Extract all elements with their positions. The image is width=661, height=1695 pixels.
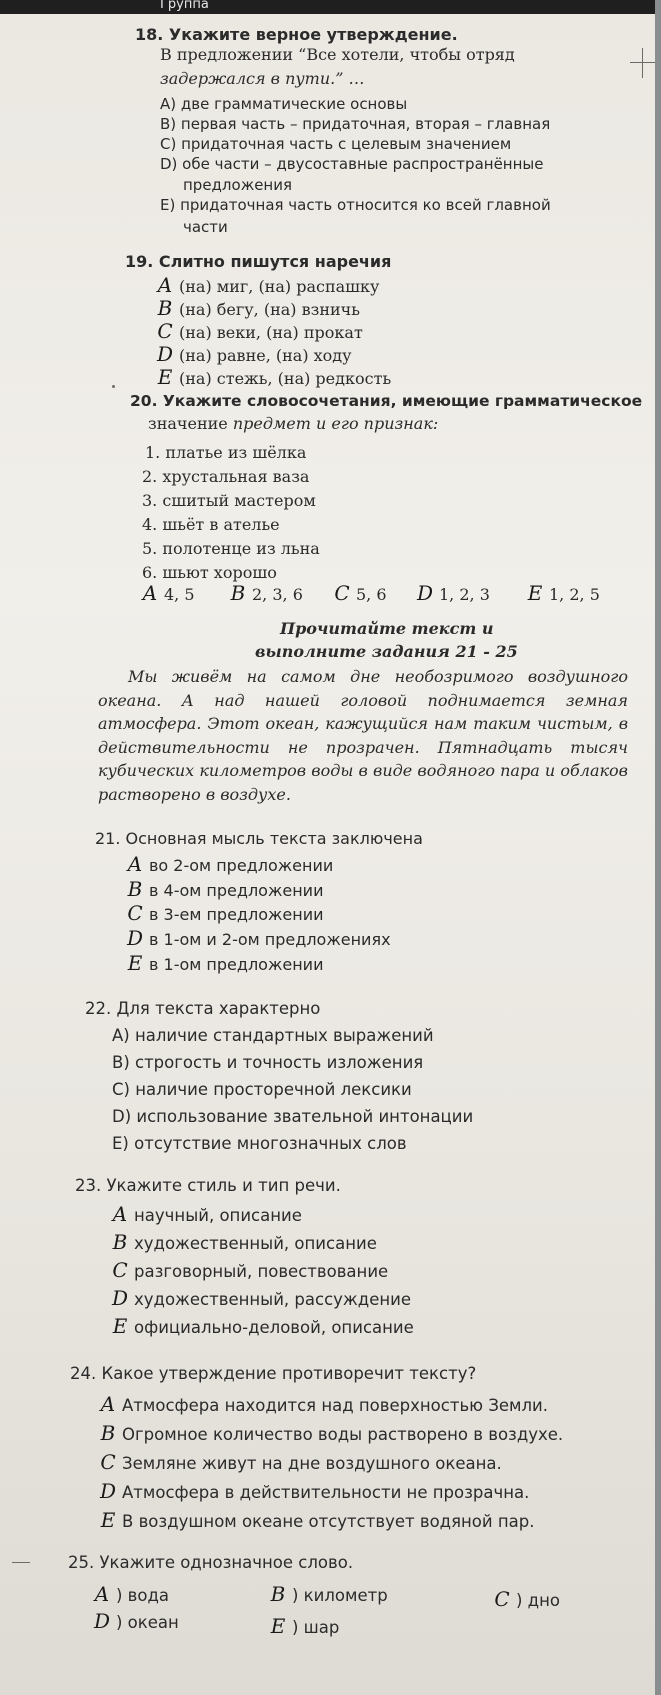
handwritten-mark-c: С [112,1258,128,1282]
q19-option-c [155,319,363,343]
q21-option-c-text: в 3-ем предложении [149,905,324,924]
q21-option-e-text: в 1-ом предложении [149,955,324,974]
handwritten-mark-b: В [100,1421,116,1445]
q21-option-b-text: в 4-ом предложении [149,881,324,900]
q25-answer-e-text: ) шар [292,1618,340,1637]
q21-option-d-text: в 1-ом и 2-ом предложениях [149,930,391,949]
q23-option-e [110,1314,414,1338]
q20-answer-a [140,581,195,605]
q18-option-b: B) первая часть – придаточная, вторая – главная [160,115,551,133]
handwritten-mark-d: D [416,581,434,605]
question-18-intro [160,46,515,64]
q25-answer-d-text: ) океан [116,1613,179,1632]
q18-option-d-cont: предложения [183,176,293,194]
q24-option-e [98,1508,535,1532]
q23-option-e-text: официально-деловой, описание [134,1318,414,1337]
q23-option-c-text: разговорный, повествование [134,1262,389,1281]
q20-item-1: 1. платье из шёлка [145,443,307,462]
q19-option-b-text: (на) бегу, (на) взничь [179,300,360,319]
handwritten-mark-b: В [157,296,173,320]
q24-option-c [98,1450,502,1474]
q24-option-a-text: Атмосфера находится над поверхностью Земли. [122,1396,549,1415]
q25-answer-e [268,1614,340,1638]
q22-option-a: A) наличие стандартных выражений [112,1026,434,1045]
q23-option-d [110,1286,412,1310]
q24-option-b [98,1421,564,1445]
question-20-title: 20. Укажите словосочетания, имеющие грамматическое [130,392,643,410]
reading-passage: Мы живём на самом дне необозримого воздушного океана. А над нашей головой поднимается земная атмосфера. Этот океан, кажущийся нам таким чистым, в действительности не прозрачен. Пятнадцать тысяч кубических километров воды в виде водяного пара и облаков растворено в воздухе. [98,667,628,804]
q20-subtitle-plain: значение [148,414,233,433]
question-21-title: 21. Основная мысль текста заключена [95,829,423,848]
q22-option-b: B) строгость и точность изложения [112,1053,424,1072]
handwritten-mark-a: А [157,273,173,297]
q20-item-3: 3. сшитый мастером [142,491,316,510]
handwritten-mark-c: С [334,581,350,605]
q21-option-c [125,901,324,925]
q21-option-e [125,951,324,975]
q23-option-c [110,1258,389,1282]
pencil-dot [112,385,115,388]
handwritten-mark-d: D [93,1609,111,1633]
question-24-title: 24. Какое утверждение противоречит тексту? [70,1364,477,1383]
q20-answer-b-text: 2, 3, 6 [252,585,303,604]
handwritten-mark-d: D [99,1479,117,1503]
q20-answer-e [525,581,600,605]
q24-option-a [98,1392,549,1416]
q24-option-d [98,1479,530,1503]
handwritten-mark-a: А [127,852,143,876]
q19-option-e [155,365,392,389]
q18-option-c: C) придаточная часть с целевым значением [160,135,512,153]
q20-answer-c [332,581,387,605]
question-23-title: 23. Укажите стиль и тип речи. [75,1176,341,1195]
handwritten-mark-c: С [127,901,143,925]
q20-subtitle-italic: предмет и его признак: [232,414,439,433]
page-top-strip [0,0,655,14]
handwritten-mark-b: В [270,1582,286,1606]
q20-answer-b [228,581,303,605]
q19-option-a-text: (на) миг, (на) распашку [179,277,380,296]
q25-answer-c-text: ) дно [516,1591,560,1610]
handwritten-mark-b: В [112,1230,128,1254]
q19-option-d [155,342,352,366]
handwritten-mark-a: А [94,1582,110,1606]
handwritten-mark-e: Е [527,581,543,605]
header-text: Группа [160,0,209,12]
handwritten-mark-e: Е [100,1508,116,1532]
q20-answer-d-text: 1, 2, 3 [439,585,490,604]
q20-item-2: 2. хрустальная ваза [142,467,310,486]
question-22-title: 22. Для текста характерно [85,999,321,1018]
q20-item-5: 5. полотенце из льна [142,539,320,558]
q25-answer-a-text: ) вода [116,1586,170,1605]
q20-item-6: 6. шьют хорошо [142,563,277,582]
q24-option-e-text: В воздушном океане отсутствует водяной пар. [122,1512,535,1531]
q19-option-e-text: (на) стежь, (на) редкость [179,369,392,388]
pencil-stroke [12,1562,30,1563]
q23-option-d-text: художественный, рассуждение [134,1290,412,1309]
q19-option-b [155,296,360,320]
q18-option-d: D) обе части – двусоставные распространённые [160,155,544,173]
question-19-title: 19. Слитно пишутся наречия [125,252,392,271]
handwritten-mark-c: С [157,319,173,343]
q23-option-b-text: художественный, описание [134,1234,377,1253]
q25-answer-b [268,1582,388,1606]
handwritten-mark-e: Е [112,1314,128,1338]
pencil-stroke [642,48,643,78]
q19-option-c-text: (на) веки, (на) прокат [179,323,363,342]
q20-subtitle [148,415,438,433]
handwritten-mark-a: А [112,1202,128,1226]
q24-option-c-text: Земляне живут на дне воздушного океана. [122,1454,502,1473]
q25-answer-b-text: ) километр [292,1586,388,1605]
q18-intro-line2: задержался в пути.” … [160,69,365,88]
q25-answer-c [492,1587,560,1611]
q24-option-b-text: Огромное количество воды растворено в воздухе. [122,1425,564,1444]
q21-option-d [125,926,391,950]
handwritten-mark-e: Е [157,365,173,389]
q20-answer-e-text: 1, 2, 5 [549,585,600,604]
q23-option-a [110,1202,302,1226]
handwritten-mark-c: С [494,1587,510,1611]
question-25-title: 25. Укажите однозначное слово. [68,1553,354,1572]
question-18-title: 18. Укажите верное утверждение. [135,25,458,44]
q22-option-e: E) отсутствие многозначных слов [112,1134,407,1153]
q21-option-a [125,852,334,876]
q25-answer-d [92,1609,179,1633]
q18-intro-line1: В предложении “Все хотели, чтобы отряд [160,45,515,64]
handwritten-mark-a: А [142,581,158,605]
q21-option-b [125,877,324,901]
q22-option-c: C) наличие просторечной лексики [112,1080,412,1099]
handwritten-mark-d: D [126,926,144,950]
q22-option-d: D) использование звательной интонации [112,1107,474,1126]
handwritten-mark-e: Е [270,1614,286,1638]
q23-option-a-text: научный, описание [134,1206,302,1225]
reading-heading-2: выполните задания 21 - 25 [255,642,518,661]
handwritten-mark-d: D [156,342,174,366]
reading-heading-1: Прочитайте текст и [280,619,494,638]
q24-option-d-text: Атмосфера в действительности не прозрачна. [122,1483,530,1502]
q19-option-a [155,273,380,297]
q23-option-b [110,1230,377,1254]
handwritten-mark-c: С [100,1450,116,1474]
q18-option-e-cont: части [183,218,228,236]
q20-item-4: 4. шьёт в ателье [142,515,280,534]
handwritten-mark-e: Е [127,951,143,975]
q20-answer-d [415,581,490,605]
q18-option-a: A) две грамматические основы [160,95,408,113]
q25-answer-a [92,1582,170,1606]
q21-option-a-text: во 2-ом предложении [149,856,334,875]
handwritten-mark-b: В [230,581,246,605]
q20-answer-c-text: 5, 6 [356,585,387,604]
handwritten-mark-b: В [127,877,143,901]
q20-answer-a-text: 4, 5 [164,585,195,604]
q19-option-d-text: (на) равне, (на) ходу [179,346,352,365]
handwritten-mark-d: D [111,1286,129,1310]
q18-option-e: E) придаточная часть относится ко всей главной [160,196,551,214]
handwritten-mark-a: А [100,1392,116,1416]
